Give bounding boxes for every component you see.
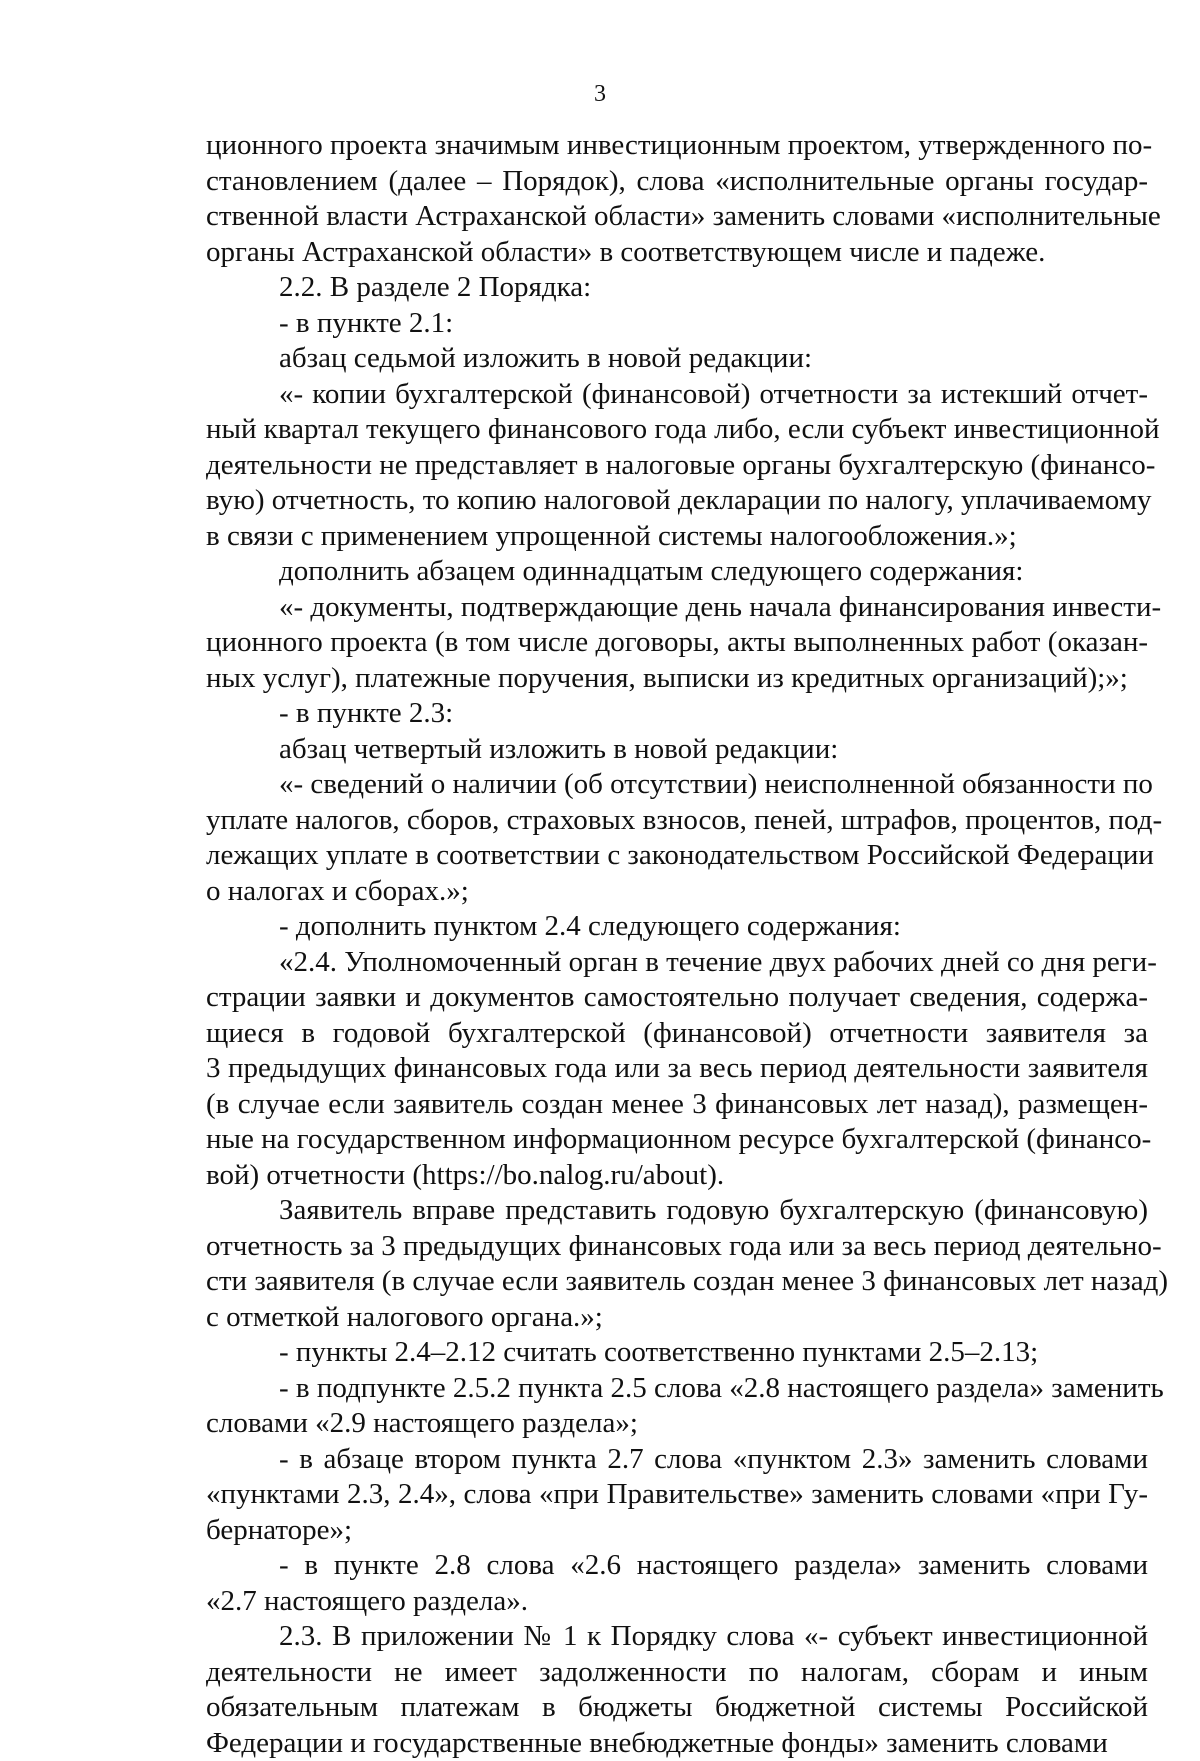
text-line: уплате налогов, сборов, страховых взносов, пеней, штрафов, процентов, под-	[206, 803, 1148, 839]
text-line: ционного проекта (в том числе договоры, акты выполненных работ (оказан-	[206, 625, 1148, 661]
text-line: «пунктами 2.3, 2.4», слова «при Правительстве» заменить словами «при Гу-	[206, 1477, 1148, 1513]
text-line: ные на государственном информационном ресурсе бухгалтерской (финансо-	[206, 1122, 1148, 1158]
text-line: лежащих уплате в соответствии с законодательством Российской Федерации	[206, 838, 1148, 874]
paragraph	[206, 732, 1148, 768]
document-body	[206, 128, 1148, 1761]
text-line: абзац седьмой изложить в новой редакции:	[206, 341, 1148, 377]
text-line: «2.4. Уполномоченный орган в течение двух рабочих дней со дня реги-	[206, 945, 1148, 981]
paragraph	[206, 554, 1148, 590]
text-line: «- сведений о наличии (об отсутствии) неисполненной обязанности по	[206, 767, 1148, 803]
paragraph	[206, 1619, 1148, 1761]
text-line: сти заявителя (в случае если заявитель создан менее 3 финансовых лет назад)	[206, 1264, 1148, 1300]
text-line: отчетность за 3 предыдущих финансовых года или за весь период деятельно-	[206, 1229, 1148, 1265]
paragraph	[206, 590, 1148, 697]
text-line: 2.3. В приложении № 1 к Порядку слова «- субъект инвестиционной	[206, 1619, 1148, 1655]
paragraph	[206, 377, 1148, 555]
text-line: вую) отчетность, то копию налоговой декларации по налогу, уплачиваемому	[206, 483, 1148, 519]
paragraph	[206, 306, 1148, 342]
text-line: щиеся в годовой бухгалтерской (финансовой) отчетности заявителя за	[206, 1016, 1148, 1052]
text-line: деятельности не представляет в налоговые органы бухгалтерскую (финансо-	[206, 448, 1148, 484]
text-line: «- документы, подтверждающие день начала финансирования инвести-	[206, 590, 1148, 626]
text-line: словами «2.9 настоящего раздела»;	[206, 1406, 1148, 1442]
text-line: - дополнить пунктом 2.4 следующего содержания:	[206, 909, 1148, 945]
paragraph	[206, 341, 1148, 377]
text-line: органы Астраханской области» в соответствующем числе и падеже.	[206, 235, 1148, 271]
text-line: (в случае если заявитель создан менее 3 финансовых лет назад), размещен-	[206, 1087, 1148, 1123]
paragraph	[206, 270, 1148, 306]
paragraph	[206, 1335, 1148, 1371]
text-line: ный квартал текущего финансового года либо, если субъект инвестиционной	[206, 412, 1148, 448]
text-line: - в пункте 2.1:	[206, 306, 1148, 342]
paragraph	[206, 696, 1148, 732]
paragraph	[206, 1371, 1148, 1442]
text-line: вой) отчетности (https://bo.nalog.ru/about).	[206, 1158, 1148, 1194]
paragraph	[206, 1548, 1148, 1619]
text-line: обязательным платежам в бюджеты бюджетной системы Российской	[206, 1690, 1148, 1726]
text-line: Заявитель вправе представить годовую бухгалтерскую (финансовую)	[206, 1193, 1148, 1229]
text-line: - в подпункте 2.5.2 пункта 2.5 слова «2.8 настоящего раздела» заменить	[206, 1371, 1148, 1407]
paragraph	[206, 909, 1148, 945]
text-line: абзац четвертый изложить в новой редакции:	[206, 732, 1148, 768]
text-line: деятельности не имеет задолженности по налогам, сборам и иным	[206, 1655, 1148, 1691]
paragraph	[206, 1193, 1148, 1335]
text-line: 3 предыдущих финансовых года или за весь период деятельности заявителя	[206, 1051, 1148, 1087]
text-line: - пункты 2.4–2.12 считать соответственно пунктами 2.5–2.13;	[206, 1335, 1148, 1371]
text-line: 2.2. В разделе 2 Порядка:	[206, 270, 1148, 306]
text-line: дополнить абзацем одиннадцатым следующего содержания:	[206, 554, 1148, 590]
text-line: - в абзаце втором пункта 2.7 слова «пунктом 2.3» заменить словами	[206, 1442, 1148, 1478]
text-line: «2.7 настоящего раздела».	[206, 1584, 1148, 1620]
text-line: бернаторе»;	[206, 1513, 1148, 1549]
paragraph	[206, 1442, 1148, 1549]
text-line: о налогах и сборах.»;	[206, 874, 1148, 910]
paragraph	[206, 128, 1148, 270]
text-line: Федерации и государственные внебюджетные фонды» заменить словами	[206, 1726, 1148, 1761]
text-line: «- копии бухгалтерской (финансовой) отчетности за истекший отчет-	[206, 377, 1148, 413]
paragraph	[206, 767, 1148, 909]
text-line: ных услуг), платежные поручения, выписки из кредитных организаций);»;	[206, 661, 1148, 697]
text-line: ционного проекта значимым инвестиционным проектом, утвержденного по-	[206, 128, 1148, 164]
text-line: становлением (далее – Порядок), слова «исполнительные органы государ-	[206, 164, 1148, 200]
paragraph	[206, 945, 1148, 1194]
text-line: ственной власти Астраханской области» заменить словами «исполнительные	[206, 199, 1148, 235]
text-line: в связи с применением упрощенной системы налогообложения.»;	[206, 519, 1148, 555]
text-line: страции заявки и документов самостоятельно получает сведения, содержа-	[206, 980, 1148, 1016]
text-line: с отметкой налогового органа.»;	[206, 1300, 1148, 1336]
text-line: - в пункте 2.8 слова «2.6 настоящего раздела» заменить словами	[206, 1548, 1148, 1584]
text-line: - в пункте 2.3:	[206, 696, 1148, 732]
page-number: 3	[0, 82, 1200, 106]
